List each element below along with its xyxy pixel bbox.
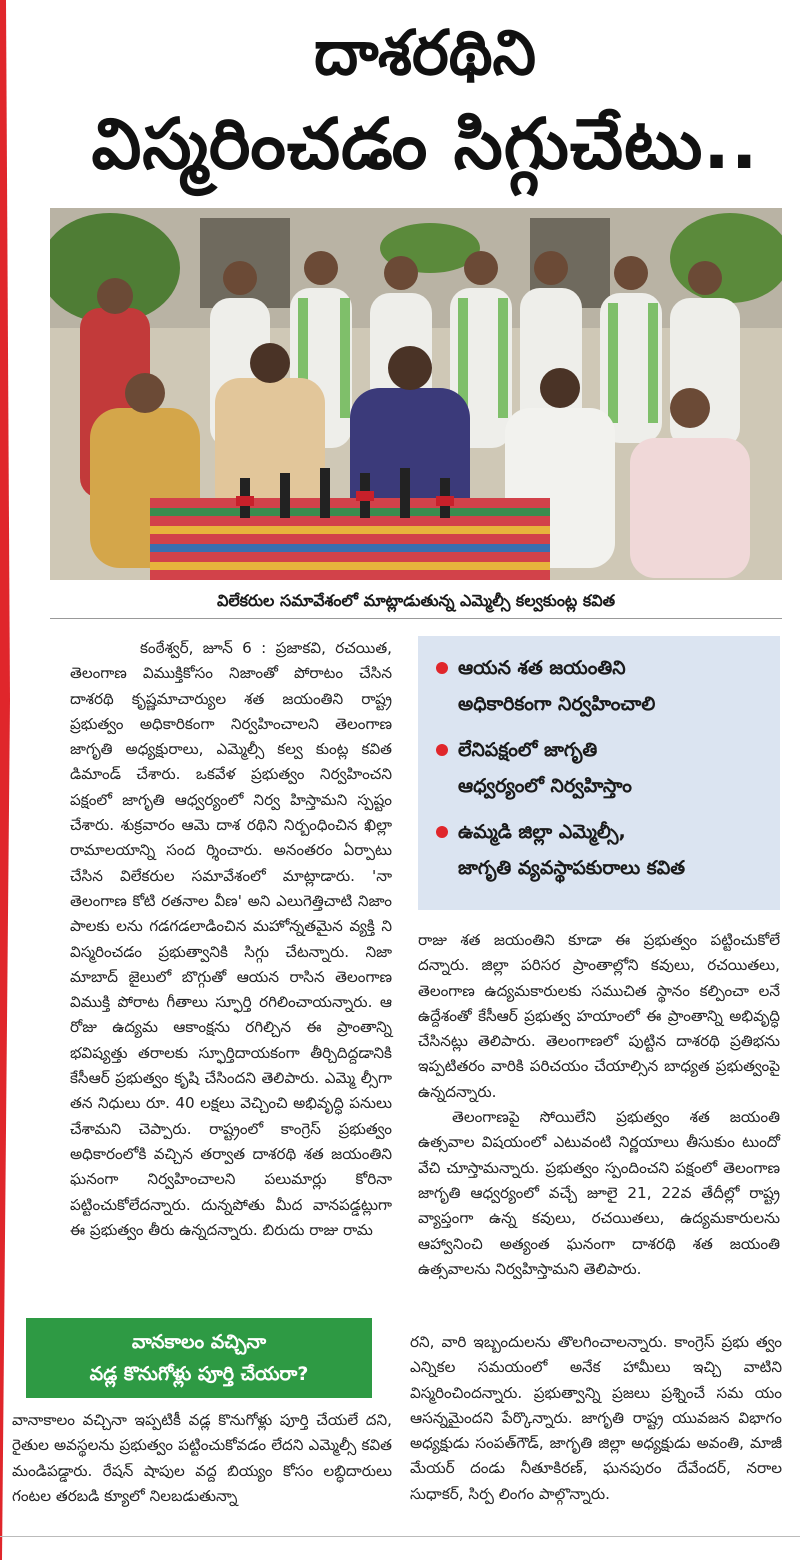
left-column-text: కంఠేశ్వర్, జూన్ 6 : ప్రజాకవి, రచయిత, తెలంగాణ విముక్తికోసం నిజాంతో పోరాటం చేసిన దాశరథి కృష్ణమాచార్యుల శత జయంతిని రాష్ట్ర ప్రభుత్వం అధికారికంగా నిర్వహించాలని తెలంగాణ జాగృతి అధ్యక్షురాలు, ఎమ్మెల్సీ కల్వ కుంట్ల కవిత డిమాండ్ చేశారు. ఒకవేళ ప్రభుత్వం నిర్వహించని పక్షంలో జాగృతి ఆధ్వర్యంలో నిర్వ హిస్తామని స్పష్టం చేశారు. శుక్రవారం ఆమె దాశ రథిని నిర్బంధించిన ఖిల్లా రామాలయాన్ని సంద ర్శించారు. అనంతరం ఏర్పాటు చేసిన విలేకరుల సమావేశంలో మాట్లాడారు. 'నా తెలంగాణ కోటి రతనాల వీణ' అని ఎలుగెత్తిచాటి నిజాం పాలకు లను గడగడలాడించిన మహోన్నతమైన వ్యక్తి ని విస్మరించడం ప్రభుత్వానికి సిగ్గు చేటన్నారు. నిజా మాబాద్ జైలులో బొగ్గుతో ఆయన రాసిన తెలంగాణ విముక్తి పోరాట గీతాలు స్ఫూర్తి రగిలించాయన్నారు. ఆ రోజు ఉద్యమ ఆకాంక్షను రగిల్చిన ఈ ప్రాంతాన్ని భవిష్యత్తు తరాలకు స్ఫూర్తిదాయకంగా తీర్చిదిద్దడానికి కేసీఆర్ ప్రభుత్వం కృషి చేసిందని తెలిపారు. ఎమ్మె ల్సీగా తన నిధులు రూ. 40 లక్షలు వెచ్చించి అభివృద్ధి పనులు చేశామని చెప్పారు. రాష్ట్రంలో కాంగ్రెస్ ప్రభుత్వం అధికారంలోకి వచ్చిన తర్వాత దాశరథి శత జయంతిని ఘనంగా నిర్వహించాలని పలుమార్లు కోరినా పట్టించుకోలేదన్నారు. దున్నపోతు మీద వానపడ్డట్లుగా ఈ ప్రభుత్వం తీరు ఉన్నదన్నారు. బిరుదు రాజు రామ (70, 639, 392, 1239)
highlight-item (432, 650, 770, 722)
red-side-stripe (0, 0, 14, 1560)
press-conference-photo (50, 208, 782, 580)
subheading-box (26, 1318, 372, 1398)
photo-illustration (50, 208, 782, 580)
headline (60, 10, 790, 192)
subheading-line-2: వడ్ల కొనుగోళ్లు పూర్తి చేయరా? (89, 1363, 309, 1385)
highlight-item (432, 814, 770, 886)
red-bullet-icon (436, 744, 448, 756)
right-column-para-1: రాజు శత జయంతిని కూడా ఈ ప్రభుత్వం పట్టించుకోలే దన్నారు. జిల్లా పరిసర ప్రాంతాల్లోని కవులు, రచయితలు, తెలంగాణ ఉద్యమకారులకు సముచిత స్థానం కల్పించా లనే ఉద్దేశంతో కేసీఆర్ ప్రభుత్వ హయాంలో ఈ ప్రాంతాన్ని అభివృద్ధి చేసినట్లు తెలిపారు. తెలంగాణలో పుట్టిన దాశరథి ప్రతిభను ఇప్పటితరం వారికి పరిచయం చేయాల్సిన బాధ్యత ప్రభుత్వంపై ఉన్నదన్నారు. (418, 931, 780, 1101)
bottom-divider (0, 1536, 800, 1537)
highlight-3-line-2: జాగృతి వ్యవస్థాపకురాలు కవిత (458, 857, 686, 879)
highlight-item (432, 732, 770, 804)
highlight-2-line-2: ఆధ్వర్యంలో నిర్వహిస్తాం (458, 775, 632, 797)
headline-line-2: విస్మరించడం సిగ్గుచేటు.. (91, 103, 759, 185)
highlight-1-line-1: ఆయన శత జయంతిని (458, 657, 626, 679)
photo-caption: విలేకరుల సమావేశంలో మాట్లాడుతున్న ఎమ్మెల్సీ కల్వకుంట్ల కవిత (50, 586, 782, 619)
headline-line-1: దాశరథిని (313, 16, 537, 89)
bottom-left-text: వానాకాలం వచ్చినా ఇప్పటికీ వడ్ల కొనుగోళ్లు పూర్తి చేయలే దని, రైతుల అవస్థలను ప్రభుత్వం పట్టించుకోవడం లేదని ఎమ్మెల్సీ కవిత మండిపడ్డారు. రేషన్ షాపుల వద్ద బియ్యం కోసం లబ్ధిదారులు గంటల తరబడి క్యూలో నిలబడుతున్నా (12, 1411, 392, 1505)
article-bottom-right (410, 1330, 782, 1507)
bottom-right-text: రని, వారి ఇబ్బందులను తొలగించాలన్నారు. కాంగ్రెస్ ప్రభు త్వం ఎన్నికల సమయంలో అనేక హామీలు ఇచ్చి వాటిని విస్మరించిందన్నారు. ప్రభుత్వాన్ని ప్రజలు ప్రశ్నించే సమ యం ఆసన్నమైందని పేర్కొన్నారు. జాగృతి రాష్ట్ర యువజన విభాగం అధ్యక్షుడు సంపత్‌గౌడ్, జాగృతి జిల్లా అధ్యక్షుడు అవంతి, మాజీ మేయర్ దండు నీతూకిరణ్, ఘనపురం దేవేందర్, నరాల సుధాకర్, సిర్ప లింగం పాల్గొన్నారు. (410, 1333, 782, 1503)
red-bullet-icon (436, 826, 448, 838)
article-bottom-left (12, 1408, 392, 1509)
subheading-line-1: వానకాలం వచ్చినా (131, 1331, 267, 1353)
highlight-3-line-1: ఉమ్మడి జిల్లా ఎమ్మెల్సీ, (458, 821, 626, 843)
highlight-2-line-1: లేనిపక్షంలో జాగృతి (458, 739, 598, 761)
article-right-column (418, 928, 780, 1282)
highlight-1-line-2: అధికారికంగా నిర్వహించాలి (458, 693, 656, 715)
red-bullet-icon (436, 662, 448, 674)
highlights-box (418, 636, 780, 910)
article-left-column (70, 636, 392, 1243)
right-column-para-2: తెలంగాణపై సోయిలేని ప్రభుత్వం శత జయంతి ఉత్సవాల విషయంలో ఎటువంటి నిర్ణయాలు తీసుకుం టుందో వేచి చూస్తామన్నారు. ప్రభుత్వం స్పందించని పక్షంలో తెలంగాణ జాగృతి ఆధ్వర్యంలో వచ్చే జూలై 21, 22వ తేదీల్లో రాష్ట్ర వ్యాప్తంగా ఉన్న కవులు, రచయితలు, ఉద్యమకారులను ఆహ్వానించి అత్యంత ఘనంగా దాశరథి శత జయంతి ఉత్సవాలను నిర్వహిస్తామని తెలిపారు. (418, 1108, 780, 1278)
